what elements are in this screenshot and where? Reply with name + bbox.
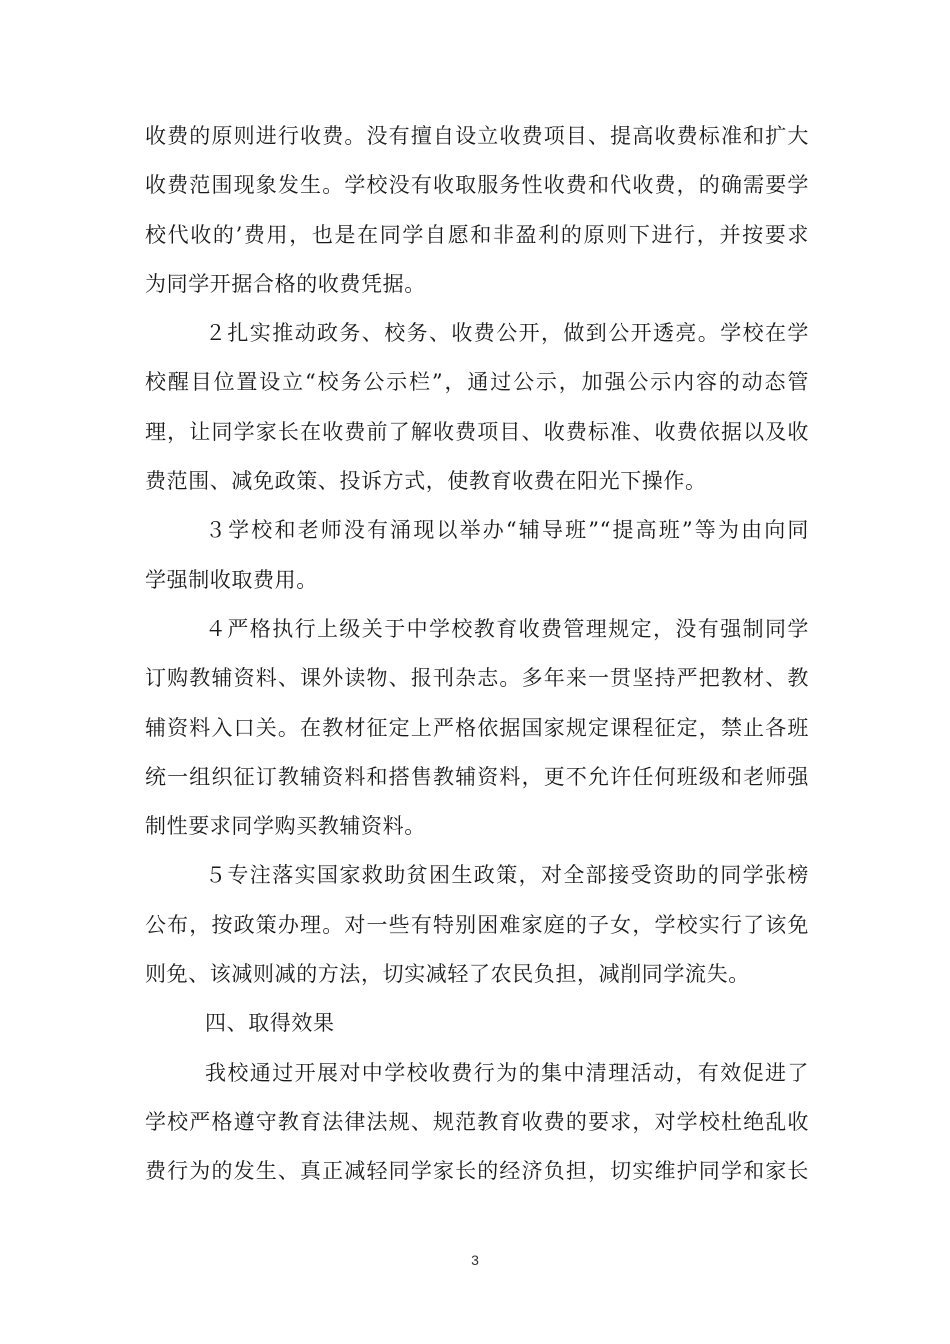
- paragraph-first-line: ３学校和老师没有涌现以举办“辅导班”“提高班”等为由向同: [205, 518, 809, 543]
- text-line: 学强制收取费用。: [145, 567, 318, 592]
- text-line: 学校严格遵守教育法律法规、规范教育收费的要求，对学校杜绝乱收: [145, 1109, 809, 1134]
- text-line: 订购教辅资料、课外读物、报刊杂志。多年来一贯坚持严把教材、教: [145, 666, 809, 691]
- text-line: 理，让同学家长在收费前了解收费项目、收费标准、收费依据以及收: [145, 419, 809, 444]
- paragraph-first-line: ２扎实推动政务、校务、收费公开，做到公开透亮。学校在学: [205, 321, 809, 346]
- text-line: 公布，按政策办理。对一些有特别困难家庭的子女，学校实行了该免: [145, 912, 809, 937]
- text-line: 统一组织征订教辅资料和搭售教辅资料，更不允许任何班级和老师强: [145, 764, 809, 789]
- page-number: 3: [471, 1252, 479, 1268]
- text-line: 为同学开据合格的收费凭据。: [145, 271, 426, 296]
- document-body: [145, 112, 809, 1197]
- text-line: 校醒目位置设立“校务公示栏”，通过公示，加强公示内容的动态管: [145, 370, 809, 395]
- text-line: 收费范围现象发生。学校没有收取服务性收费和代收费，的确需要学: [145, 173, 809, 198]
- text-line: 收费的原则进行收费。没有擅自设立收费项目、提高收费标准和扩大: [145, 124, 809, 148]
- text-line: 则免、该减则减的方法，切实减轻了农民负担，减削同学流失。: [145, 962, 750, 987]
- text-line: 费范围、减免政策、投诉方式，使教育收费在阳光下操作。: [145, 469, 707, 494]
- text-line: 校代收的’费用，也是在同学自愿和非盈利的原则下进行，并按要求: [145, 222, 809, 247]
- text-line: 制性要求同学购买教辅资料。: [145, 814, 426, 839]
- paragraph-first-line: ５专注落实国家救助贫困生政策，对全部接受资助的同学张榜: [205, 863, 809, 888]
- paragraph-first-line: 我校通过开展对中学校收费行为的集中清理活动，有效促进了: [205, 1060, 809, 1085]
- section-heading: 四、取得效果: [205, 1011, 335, 1036]
- text-line: 辅资料入口关。在教材征定上严格依据国家规定课程征定，禁止各班: [145, 715, 809, 740]
- paragraph-first-line: ４严格执行上级关于中学校教育收费管理规定，没有强制同学: [205, 616, 809, 641]
- text-line: 费行为的发生、真正减轻同学家长的经济负担，切实维护同学和家长: [145, 1159, 809, 1184]
